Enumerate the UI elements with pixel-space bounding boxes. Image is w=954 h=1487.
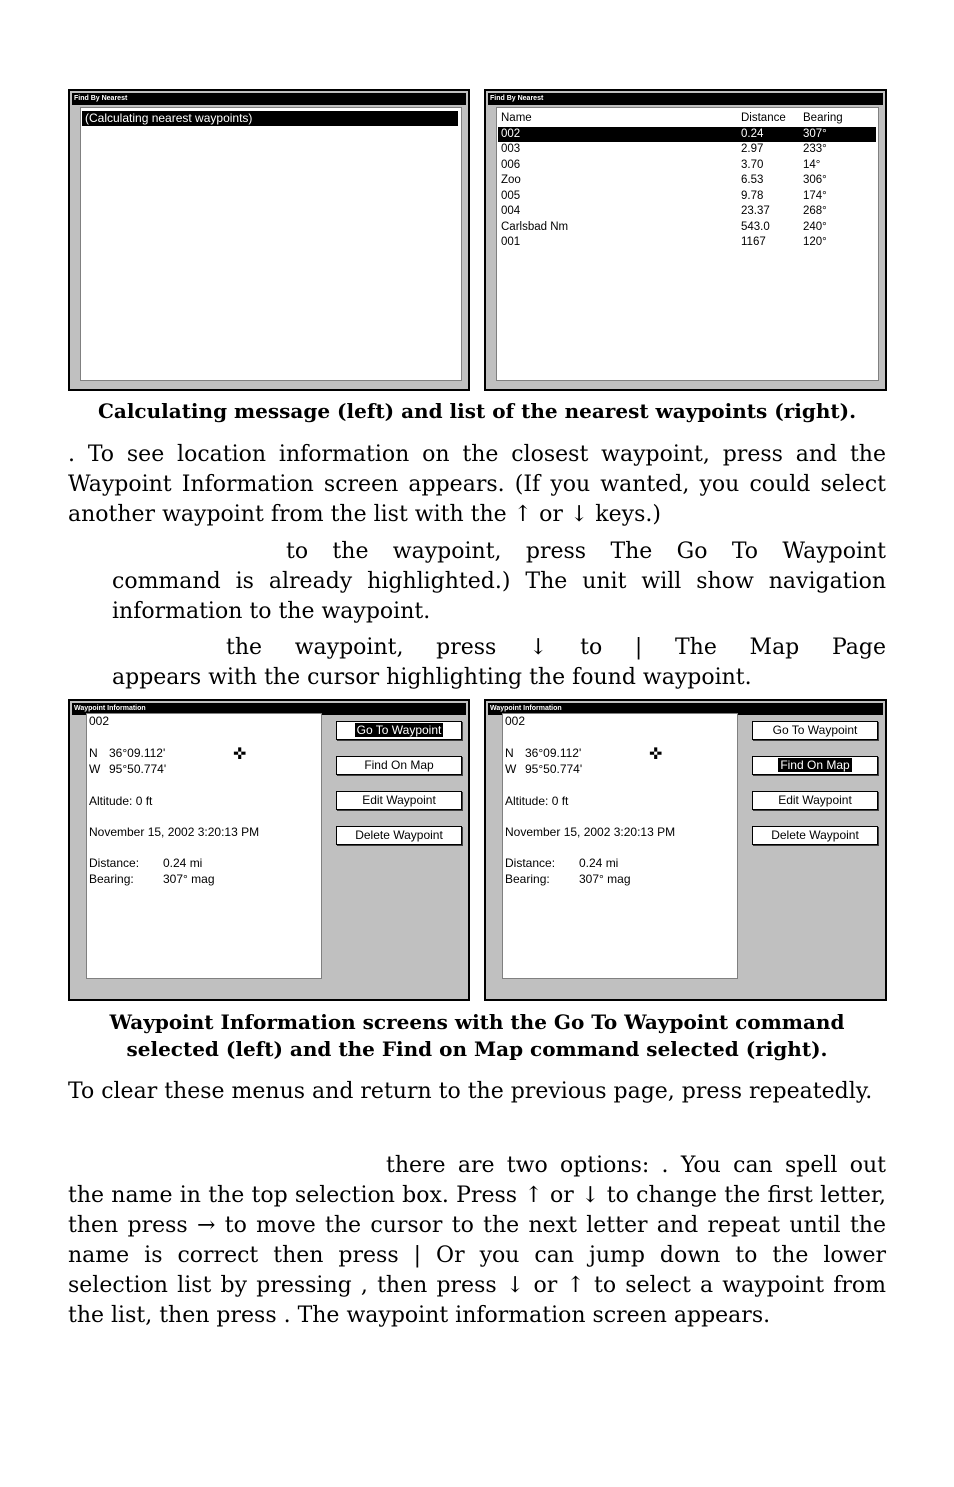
cell-name: Zoo [501,174,521,186]
cell-bearing: 268° [803,205,827,217]
table-row[interactable] [498,204,876,220]
cell-bearing: 174° [803,189,827,202]
cell-name: 006 [501,158,521,171]
para-line: information to the waypoint. [112,599,431,624]
caption-waypoint-info-line1: Waypoint Information screens with the Go To Waypoint command [109,1010,845,1034]
cell-name: 001 [501,236,521,248]
altitude: Altitude: 0 ft [89,794,153,808]
button-label: Delete Waypoint [355,828,443,842]
cell-name: 003 [501,143,521,155]
para-line: the waypoint, press ↓ to | The Map Page [226,635,886,660]
table-row[interactable] [498,127,876,143]
button-label: Delete Waypoint [771,828,859,842]
button-label: Find On Map [780,758,850,772]
go-to-waypoint-button[interactable] [752,721,878,740]
longitude-prefix: W [505,762,517,776]
go-to-waypoint-button[interactable] [336,721,462,740]
table-row[interactable] [498,220,876,236]
distance-label: Distance: [89,856,140,870]
datetime: November 15, 2002 3:20:13 PM [505,825,676,839]
waypoint-info-screen-goto-selected [68,699,470,1001]
cell-bearing: 233° [803,143,827,155]
bearing-label: Bearing: [89,872,134,886]
table-row[interactable] [498,173,876,189]
paragraph-closest-waypoint [68,440,886,530]
edit-waypoint-button[interactable] [336,791,462,810]
screen-title: Waypoint Information [72,703,466,715]
paragraph-find-by-name [68,1151,886,1331]
table-row[interactable] [498,158,876,174]
cell-name: 004 [501,205,521,217]
waypoint-details-panel [86,713,322,979]
latitude-prefix: N [505,746,514,760]
para-line: appears with the cursor highlighting the found waypoint. [112,665,752,690]
waypoint-cursor-icon: ✜ [233,746,247,763]
header-distance: Distance [741,112,786,124]
nearest-waypoints-table [498,111,876,251]
screen-title: Find By Nearest [488,93,883,105]
longitude-value: 95°50.774' [109,762,167,776]
cell-distance: 6.53 [741,174,764,186]
caption-waypoint-info-line2: selected (left) and the Find on Map command selected (right). [126,1037,828,1061]
find-on-map-button[interactable] [752,756,878,775]
find-on-map-button[interactable] [336,756,462,775]
paragraph-clear-menus [68,1077,886,1107]
delete-waypoint-button[interactable] [336,826,462,845]
cell-distance: 0.24 [741,127,764,140]
distance-value: 0.24 mi [579,856,619,870]
latitude-value: 36°09.112' [109,746,166,760]
find-by-nearest-calculating-screen [68,89,470,391]
datetime: November 15, 2002 3:20:13 PM [89,825,260,839]
distance-label: Distance: [505,856,556,870]
waypoint-name: 002 [505,714,526,728]
cell-distance: 2.97 [741,143,764,155]
header-bearing: Bearing [803,112,843,124]
paragraph-text: there are two options: . You can spell out the name in the top selection box. Press ↑ or ↓ to change the first letter, then press → to move the cursor to the next letter and repeat until the name is correct then press | Or you can jump down to the lower selection list by pressing , then press ↓ or ↑ to select a waypoint from the list, then press . The waypoint information screen appears. [68,1153,886,1328]
latitude-value: 36°09.112' [525,746,582,760]
para-line: command is already highlighted.) The unit will show navigation [112,569,886,594]
screen-title: Waypoint Information [488,703,883,715]
header-name: Name [501,112,532,124]
cell-name: 005 [501,189,521,202]
table-row[interactable] [498,142,876,158]
cell-bearing: 14° [803,158,821,171]
button-label: Edit Waypoint [362,793,436,807]
cell-distance: 3.70 [741,158,764,171]
cell-bearing: 307° [803,127,827,140]
button-label: Edit Waypoint [778,793,852,807]
bearing-value: 307° mag [163,872,215,886]
cell-bearing: 240° [803,220,827,233]
screen-title: Find By Nearest [72,93,466,105]
cell-bearing: 306° [803,174,827,186]
cell-distance: 1167 [741,236,766,248]
bearing-label: Bearing: [505,872,550,886]
button-label: Find On Map [364,758,434,772]
waypoint-name: 002 [89,714,110,728]
cell-name: 002 [501,127,521,140]
delete-waypoint-button[interactable] [752,826,878,845]
waypoint-info-screen-find-selected [484,699,887,1001]
cell-name: Carlsbad Nm [501,220,569,233]
cell-distance: 543.0 [741,220,770,233]
paragraph-find-on-map [68,633,886,693]
paragraph-text: To clear these menus and return to the previous page, press repeatedly. [68,1079,873,1104]
calculating-message: (Calculating nearest waypoints) [82,111,458,126]
paragraph-text: . To see location information on the closest waypoint, press and the Waypoint Information screen appears. (If you wanted, you could select another waypoint from the list with the ↑ or ↓ keys.) [68,442,886,527]
paragraph-go-to [68,537,886,627]
longitude-prefix: W [89,762,101,776]
waypoint-cursor-icon: ✜ [649,746,663,763]
find-by-nearest-list-screen [484,89,887,391]
altitude: Altitude: 0 ft [505,794,569,808]
para-line: to the waypoint, press The Go To Waypoint [286,539,886,564]
table-row[interactable] [498,189,876,205]
button-label: Go To Waypoint [356,723,442,737]
bearing-value: 307° mag [579,872,631,886]
results-panel [80,107,462,381]
longitude-value: 95°50.774' [525,762,583,776]
table-header [498,111,876,127]
cell-distance: 9.78 [741,189,764,202]
distance-value: 0.24 mi [163,856,203,870]
waypoint-details-panel [502,713,738,979]
button-label: Go To Waypoint [772,723,858,737]
caption-find-by-nearest: Calculating message (left) and list of the nearest waypoints (right). [97,399,857,423]
latitude-prefix: N [89,746,98,760]
cell-distance: 23.37 [741,205,770,217]
table-row[interactable] [498,235,876,251]
edit-waypoint-button[interactable] [752,791,878,810]
cell-bearing: 120° [803,236,827,248]
